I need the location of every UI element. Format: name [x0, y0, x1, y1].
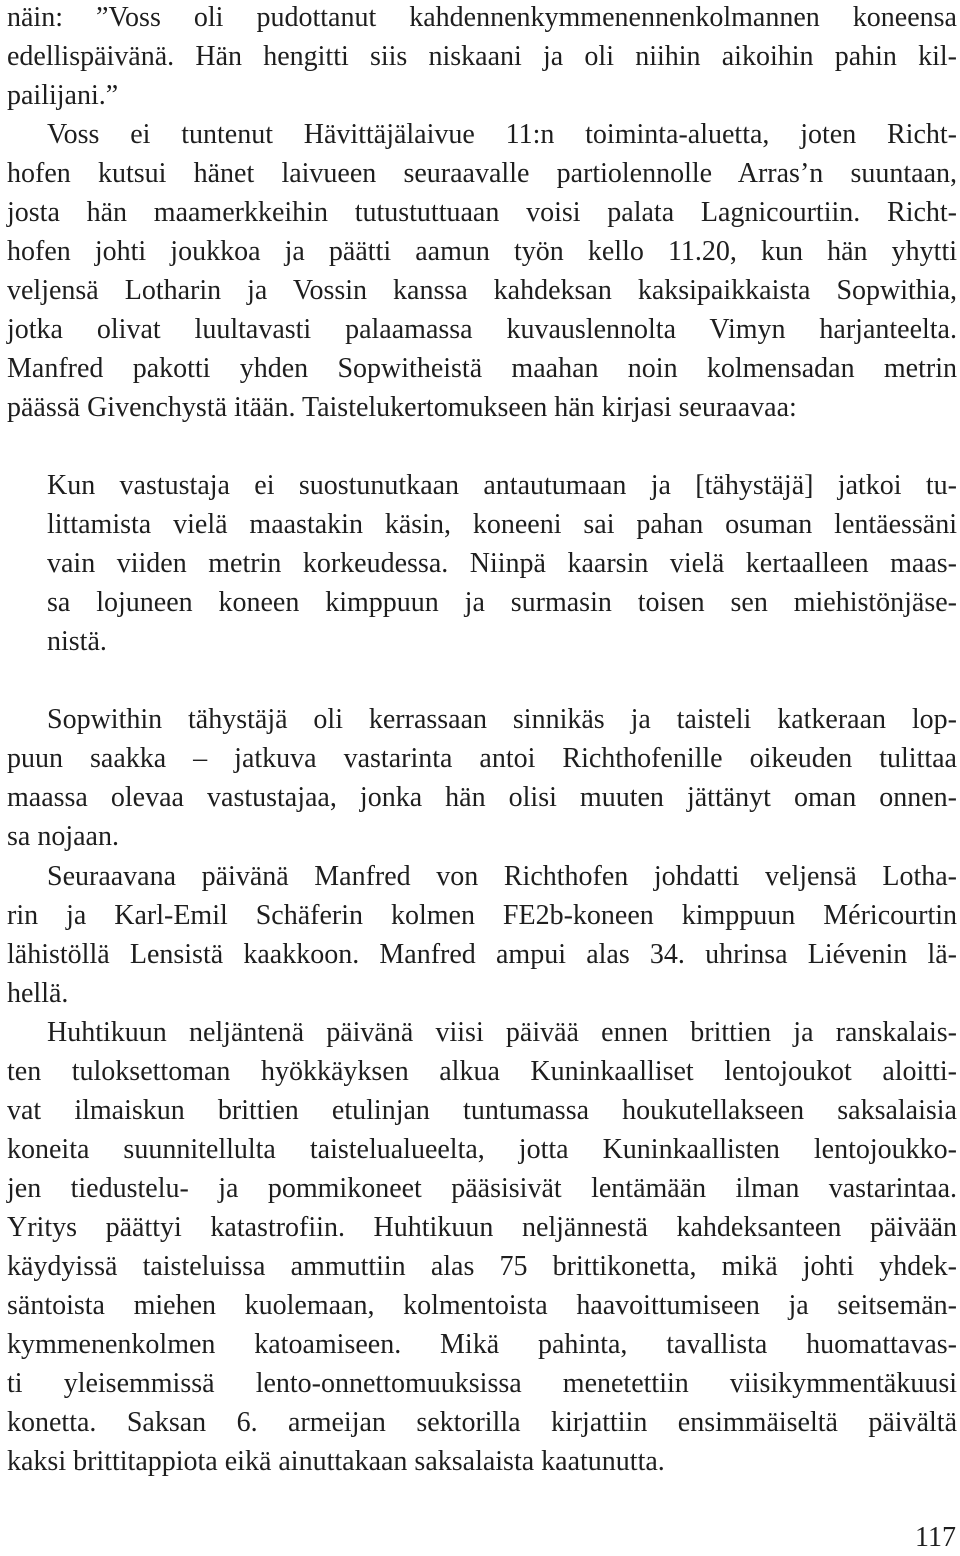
text-line: kaksi brittitappiota eikä ainuttakaan saksalaista kaatunutta. [7, 1446, 665, 1477]
text-line: kymmenenkolmen katoamiseen. Mikä pahinta, tavallista huomattavas- [7, 1329, 957, 1360]
text-line: edellispäivänä. Hän hengitti siis niskaani ja oli niihin aikoihin pahin kil- [7, 41, 957, 72]
text-line: vat ilmaiskun brittien etulinjan tuntumassa houkutellakseen saksalaisia [7, 1095, 957, 1126]
text-line: säntoista miehen kuolemaan, kolmentoista haavoittumiseen ja seitsemän- [7, 1290, 957, 1321]
text-line: lähistöllä Lensistä kaakkoon. Manfred ampui alas 34. uhrinsa Liévenin lä- [7, 939, 957, 970]
text-line: konetta. Saksan 6. armeijan sektorilla kirjattiin ensimmäiseltä päivältä [7, 1407, 957, 1438]
text-line: sa nojaan. [7, 821, 119, 852]
text-line: josta hän maamerkkeihin tutustuttuaan voisi palata Lagnicourtiin. Richt- [7, 197, 957, 228]
text-line: näin: ”Voss oli pudottanut kahdennenkymmenennenkolmannen koneensa [7, 2, 957, 33]
text-line: Seuraavana päivänä Manfred von Richthofen johdatti veljensä Lotha- [47, 861, 957, 892]
text-line: hofen johti joukkoa ja päätti aamun työn kello 11.20, kun hän yhytti [7, 236, 957, 267]
text-line: Yritys päättyi katastrofiin. Huhtikuun neljännestä kahdeksanteen päivään [7, 1212, 957, 1243]
text-line: puun saakka – jatkuva vastarinta antoi Richthofenille oikeuden tulittaa [7, 743, 957, 774]
quote-line: littamista vielä maastakin käsin, koneeni sai pahan osuman lentäessäni [47, 509, 957, 540]
text-line: maassa olevaa vastustajaa, jonka hän olisi muuten jättänyt oman onnen- [7, 782, 957, 813]
text-line: pailijani.” [7, 80, 119, 111]
page-number: 117 [915, 1522, 956, 1553]
text-line: rin ja Karl-Emil Schäferin kolmen FE2b-koneen kimppuun Méricourtin [7, 900, 957, 931]
text-line: ti yleisemmissä lento-onnettomuuksissa menetettiin viisikymmentäkuusi [7, 1368, 957, 1399]
text-line: hellä. [7, 978, 69, 1009]
paragraph-1 [7, 0, 957, 427]
quote-line: Kun vastustaja ei suostunutkaan antautumaan ja [tähystäjä] jatkoi tu- [47, 470, 957, 501]
text-line: ten tuloksettoman hyökkäyksen alkua Kuninkaalliset lentojoukot aloitti- [7, 1056, 957, 1087]
quote-line: nistä. [47, 626, 107, 657]
text-line: jen tiedustelu- ja pommikoneet pääsisivät lentämään ilman vastarintaa. [7, 1173, 957, 1204]
paragraph-4 [7, 1013, 957, 1481]
quote-line: sa lojuneen koneen kimppuun ja surmasin toisen sen miehistönjäse- [47, 587, 957, 618]
paragraph-2 [7, 700, 957, 856]
paragraph-3 [7, 857, 957, 1013]
block-quote [47, 466, 957, 661]
text-line: hofen kutsui hänet laivueen seuraavalle partiolennolle Arras’n suuntaan, [7, 158, 957, 189]
text-line: jotka olivat luultavasti palaamassa kuvauslennolta Vimyn harjanteelta. [7, 314, 957, 345]
text-line: Voss ei tuntenut Hävittäjälaivue 11:n toiminta-aluetta, joten Richt- [47, 119, 957, 150]
quote-line: vain viiden metrin korkeudessa. Niinpä kaarsin vielä kertaalleen maas- [47, 548, 957, 579]
text-line: Manfred pakotti yhden Sopwitheistä maahan noin kolmensadan metrin [7, 353, 957, 384]
text-line: Sopwithin tähystäjä oli kerrassaan sinnikäs ja taisteli katkeraan lop- [47, 704, 957, 735]
text-line: käydyissä taisteluissa ammuttiin alas 75 brittikonetta, mikä johti yhdek- [7, 1251, 957, 1282]
text-line: Huhtikuun neljäntenä päivänä viisi päivää ennen brittien ja ranskalais- [47, 1017, 957, 1048]
text-line: veljensä Lotharin ja Vossin kanssa kahdeksan kaksipaikkaista Sopwithia, [7, 275, 957, 306]
text-line: päässä Givenchystä itään. Taistelukertomukseen hän kirjasi seuraavaa: [7, 392, 797, 423]
text-line: koneita suunnitellulta taistelualueelta, jotta Kuninkaallisten lentojoukko- [7, 1134, 957, 1165]
